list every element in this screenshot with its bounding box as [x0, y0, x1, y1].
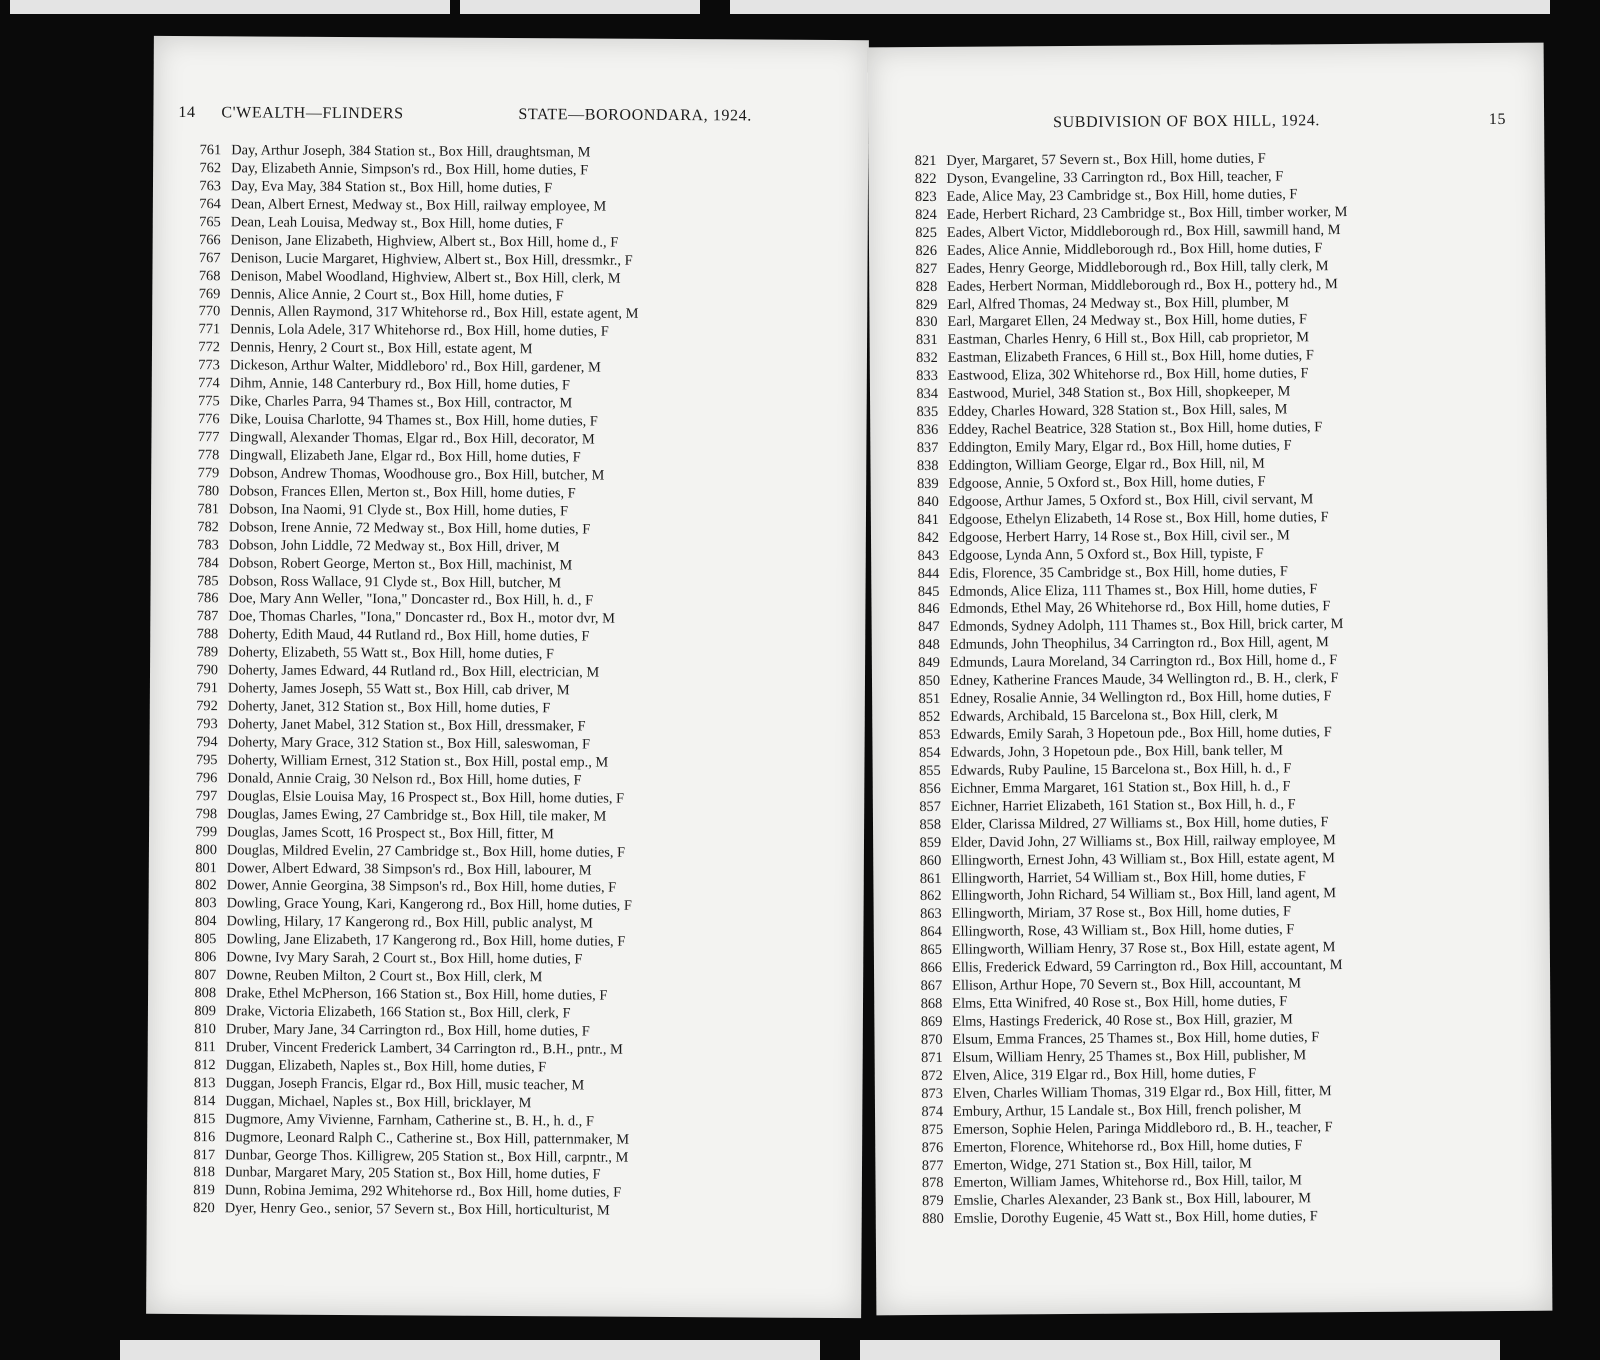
entry-number: 877	[921, 1157, 944, 1174]
entry-text: Dihm, Annie, 148 Canterbury rd., Box Hill, home duties, F	[229, 375, 570, 394]
entry-text: Doherty, Janet Mabel, 312 Station st., Box Hill, dressmaker, F	[227, 716, 586, 735]
entry-number: 798	[195, 805, 218, 822]
list-item	[890, 1207, 1544, 1230]
entry-number: 875	[921, 1121, 944, 1138]
entry-number: 794	[195, 734, 218, 751]
entry-text: Emerton, Widge, 271 Station st., Box Hill, tailor, M	[953, 1155, 1252, 1174]
entry-number: 880	[922, 1211, 944, 1228]
entry-number: 790	[196, 662, 219, 679]
entry-text: Dickeson, Arthur Walter, Middleboro' rd., Box Hill, gardener, M	[229, 357, 601, 376]
entry-text: Doe, Mary Ann Weller, "Iona," Doncaster rd., Box Hill, h. d., F	[228, 590, 594, 609]
entry-text: Dobson, John Liddle, 72 Medway st., Box Hill, driver, M	[228, 536, 560, 555]
entry-number: 805	[194, 931, 217, 948]
entry-text: Elms, Hastings Frederick, 40 Rose st., Box Hill, grazier, M	[952, 1011, 1293, 1030]
adjacent-frame-bottom-right	[860, 1340, 1500, 1360]
entry-number: 829	[915, 296, 938, 313]
entry-number: 823	[914, 188, 937, 205]
entry-text: Eichner, Emma Margaret, 161 Station st., Box Hill, h. d., F	[950, 778, 1291, 797]
entry-number: 766	[199, 231, 221, 248]
entry-text: Eichner, Harriet Elizabeth, 161 Station st., Box Hill, h. d., F	[950, 796, 1296, 815]
entry-number: 780	[197, 482, 220, 500]
entry-text: Elsum, Emma Frances, 25 Thames st., Box Hill, home duties, F	[952, 1029, 1320, 1048]
entry-number: 831	[915, 332, 938, 349]
entry-number: 817	[193, 1146, 216, 1163]
right-page-header	[888, 111, 1524, 139]
entry-text: Eades, Albert Victor, Middleborough rd., Box Hill, sawmill hand, M	[946, 221, 1341, 241]
entry-number: 851	[918, 691, 941, 708]
entry-text: Elder, Clarissa Mildred, 27 Williams st., Box Hill, home duties, F	[950, 813, 1329, 833]
entry-text: Downe, Ivy Mary Sarah, 2 Court st., Box Hill, home duties, F	[226, 949, 583, 968]
entry-text: Dunbar, Margaret Mary, 205 Station st., Box Hill, home duties, F	[224, 1164, 601, 1184]
entry-number: 865	[920, 942, 942, 959]
entry-number: 770	[198, 303, 221, 320]
entry-text: Ellingworth, Miriam, 37 Rose st., Box Hill, home duties, F	[951, 903, 1292, 923]
entry-text: Eddey, Charles Howard, 328 Station st., Box Hill, sales, M	[948, 401, 1288, 420]
entry-number: 847	[917, 619, 940, 636]
entry-number: 816	[193, 1128, 216, 1145]
entry-text: Douglas, James Scott, 16 Prospect st., Box Hill, fitter, M	[226, 823, 554, 842]
entry-text: Dennis, Henry, 2 Court st., Box Hill, estate agent, M	[229, 339, 533, 358]
entry-number: 824	[915, 206, 937, 223]
list-item	[161, 1200, 854, 1222]
entry-text: Doherty, James Edward, 44 Rutland rd., Box Hill, electrician, M	[227, 662, 600, 681]
entry-number: 789	[196, 644, 219, 661]
entry-number: 828	[915, 278, 938, 295]
entry-number: 792	[196, 698, 218, 715]
entry-text: Dobson, Robert George, Merton st., Box Hill, machinist, M	[228, 554, 573, 573]
entry-number: 868	[920, 995, 943, 1013]
entry-text: Ellison, Arthur Hope, 70 Severn st., Box Hill, accountant, M	[952, 975, 1302, 994]
entry-text: Douglas, James Ewing, 27 Cambridge st., Box Hill, tile maker, M	[227, 805, 607, 825]
header-left-title: C'WEALTH—FLINDERS	[221, 104, 404, 123]
entry-number: 826	[915, 242, 938, 259]
entry-number: 809	[194, 1003, 217, 1020]
entry-text: Dowling, Hilary, 17 Kangerong rd., Box Hill, public analyst, M	[226, 913, 593, 932]
adjacent-frame-top-middle	[460, 0, 700, 14]
entry-number: 853	[918, 726, 941, 744]
entry-text: Eastwood, Muriel, 348 Station st., Box Hill, shopkeeper, M	[947, 383, 1291, 403]
entry-text: Duggan, Michael, Naples st., Box Hill, bricklayer, M	[225, 1092, 532, 1111]
entry-text: Denison, Jane Elizabeth, Highview, Albert st., Box Hill, home d., F	[230, 231, 619, 251]
entry-number: 818	[193, 1164, 216, 1181]
header-right-title: SUBDIVISION OF BOX HILL, 1924.	[1053, 112, 1321, 132]
entry-number: 812	[193, 1056, 216, 1074]
entry-number: 867	[920, 978, 943, 995]
entry-number: 815	[193, 1110, 216, 1127]
entry-number: 854	[918, 744, 941, 761]
entry-number: 840	[917, 493, 939, 510]
entry-text: Doherty, Edith Maud, 44 Rutland rd., Box Hill, home duties, F	[228, 626, 590, 645]
entry-text: Ellingworth, Harriet, 54 William st., Box Hill, home duties, F	[951, 867, 1306, 887]
entry-text: Douglas, Elsie Louisa May, 16 Prospect st., Box Hill, home duties, F	[227, 788, 625, 807]
entry-text: Dennis, Lola Adele, 317 Whitehorse rd., Box Hill, home duties, F	[230, 321, 609, 340]
entry-text: Drake, Victoria Elizabeth, 166 Station st., Box Hill, clerk, F	[225, 1003, 571, 1022]
entry-number: 845	[917, 583, 940, 600]
entry-text: Dean, Leah Louisa, Medway st., Box Hill, home duties, F	[230, 214, 564, 233]
entry-text: Dyson, Evangeline, 33 Carrington rd., Box Hill, teacher, F	[946, 168, 1284, 187]
entry-number: 873	[921, 1085, 943, 1102]
entry-text: Druber, Mary Jane, 34 Carrington rd., Box Hill, home duties, F	[225, 1021, 590, 1040]
left-page	[146, 36, 869, 1318]
entry-text: Eastman, Charles Henry, 6 Hill st., Box Hill, cab proprietor, M	[947, 329, 1310, 349]
entry-number: 879	[921, 1193, 944, 1210]
entry-text: Dobson, Ross Wallace, 91 Clyde st., Box Hill, butcher, M	[228, 572, 562, 591]
entry-number: 848	[918, 637, 940, 654]
entry-text: Eastman, Elizabeth Frances, 6 Hill st., Box Hill, home duties, F	[947, 347, 1314, 367]
entry-number: 810	[194, 1021, 216, 1038]
entry-text: Emerson, Sophie Helen, Paringa Middleboro rd., B. H., teacher, F	[953, 1118, 1333, 1138]
entry-text: Dobson, Ina Naomi, 91 Clyde st., Box Hill, home duties, F	[228, 501, 569, 520]
entry-number: 776	[197, 411, 220, 428]
entry-number: 778	[197, 447, 220, 464]
entry-text: Eddington, Emily Mary, Elgar rd., Box Hill, home duties, F	[948, 437, 1292, 456]
entry-number: 767	[198, 249, 221, 266]
entry-text: Earl, Alfred Thomas, 24 Medway st., Box Hill, plumber, M	[947, 293, 1290, 313]
entry-number: 832	[916, 350, 938, 367]
entry-number: 862	[919, 888, 942, 905]
entry-number: 878	[921, 1175, 944, 1192]
entry-number: 797	[195, 787, 218, 804]
entry-number: 775	[198, 393, 220, 410]
entry-text: Doherty, James Joseph, 55 Watt st., Box Hill, cab driver, M	[227, 680, 570, 699]
page-number: 15	[1488, 110, 1507, 129]
entry-number: 861	[919, 870, 942, 887]
entry-text: Dennis, Alice Annie, 2 Court st., Box Hill, home duties, F	[230, 285, 564, 304]
entry-number: 827	[915, 260, 938, 277]
entry-text: Eade, Alice May, 23 Cambridge st., Box Hill, home duties, F	[946, 186, 1298, 205]
entry-text: Embury, Arthur, 15 Landale st., Box Hill, french polisher, M	[952, 1101, 1302, 1120]
entry-text: Ellingworth, Ernest John, 43 William st., Box Hill, estate agent, M	[951, 849, 1335, 869]
entry-text: Dower, Annie Georgina, 38 Simpson's rd., Box Hill, home duties, F	[226, 877, 617, 897]
entry-number: 834	[916, 386, 939, 403]
entry-text: Donald, Annie Craig, 30 Nelson rd., Box Hill, home duties, F	[227, 770, 582, 789]
entry-text: Edney, Katherine Frances Maude, 34 Wellington rd., B. H., clerk, F	[949, 670, 1339, 690]
entry-number: 779	[197, 464, 220, 482]
entry-text: Emslie, Charles Alexander, 23 Bank st., Box Hill, labourer, M	[953, 1190, 1312, 1210]
entry-number: 783	[197, 536, 219, 553]
entry-text: Dike, Louisa Charlotte, 94 Thames st., Box Hill, home duties, F	[229, 411, 598, 430]
entry-text: Emerton, William James, Whitehorse rd., Box Hill, tailor, M	[953, 1172, 1302, 1192]
entry-text: Ellingworth, William Henry, 37 Rose st., Box Hill, estate agent, M	[951, 939, 1336, 959]
entry-number: 785	[196, 572, 219, 589]
entry-text: Dobson, Andrew Thomas, Woodhouse gro., Box Hill, butcher, M	[229, 465, 605, 484]
entry-text: Emerton, Florence, Whitehorse rd., Box Hill, home duties, F	[953, 1136, 1303, 1156]
entry-text: Doherty, William Ernest, 312 Station st., Box Hill, postal emp., M	[227, 752, 609, 771]
entry-number: 872	[921, 1067, 943, 1084]
entry-text: Dobson, Irene Annie, 72 Medway st., Box Hill, home duties, F	[228, 518, 591, 538]
entry-number: 788	[196, 626, 219, 643]
entry-text: Edgoose, Annie, 5 Oxford st., Box Hill, home duties, F	[948, 473, 1266, 492]
adjacent-frame-top-right	[730, 0, 1550, 14]
entry-text: Dowling, Jane Elizabeth, 17 Kangerong rd., Box Hill, home duties, F	[226, 931, 626, 950]
entry-number: 821	[914, 152, 937, 170]
entry-text: Dingwall, Elizabeth Jane, Elgar rd., Box Hill, home duties, F	[229, 447, 581, 466]
entry-text: Duggan, Elizabeth, Naples st., Box Hill, home duties, F	[225, 1057, 547, 1076]
page-number: 14	[178, 103, 196, 122]
entry-text: Edwards, Archibald, 15 Barcelona st., Box Hill, clerk, M	[950, 706, 1279, 725]
entry-text: Elder, David John, 27 Williams st., Box Hill, railway employee, M	[951, 831, 1336, 851]
entry-text: Edwards, Emily Sarah, 3 Hopetoun pde., Box Hill, home duties, F	[950, 724, 1332, 743]
entry-number: 813	[193, 1074, 216, 1091]
entry-text: Drake, Ethel McPherson, 166 Station st., Box Hill, home duties, F	[226, 985, 608, 1004]
entry-number: 839	[916, 475, 939, 492]
entry-number: 869	[920, 1013, 943, 1031]
entry-number: 806	[194, 949, 217, 966]
entry-number: 856	[919, 780, 941, 797]
entry-number: 833	[916, 368, 938, 385]
entry-text: Day, Arthur Joseph, 384 Station st., Box Hill, draughtsman, M	[231, 142, 591, 161]
entry-text: Edney, Rosalie Annie, 34 Wellington rd., Box Hill, home duties, F	[950, 688, 1332, 707]
entry-text: Ellingworth, John Richard, 54 William st., Box Hill, land agent, M	[951, 885, 1337, 905]
entry-number: 784	[197, 554, 219, 571]
entry-text: Dean, Albert Ernest, Medway st., Box Hill, railway employee, M	[230, 196, 607, 215]
entry-number: 808	[194, 985, 217, 1002]
entry-text: Edgoose, Lynda Ann, 5 Oxford st., Box Hill, typiste, F	[949, 545, 1264, 564]
entry-text: Earl, Margaret Ellen, 24 Medway st., Box Hill, home duties, F	[947, 311, 1308, 331]
entry-number: 871	[920, 1049, 943, 1066]
entry-text: Elsum, William Henry, 25 Thames st., Box Hill, publisher, M	[952, 1047, 1307, 1066]
entry-number: 860	[919, 852, 942, 869]
entry-text: Edis, Florence, 35 Cambridge st., Box Hill, home duties, F	[949, 563, 1288, 582]
entry-number: 803	[194, 895, 217, 912]
entry-text: Edgoose, Arthur James, 5 Oxford st., Box Hill, civil servant, M	[948, 491, 1314, 510]
entry-text: Doherty, Mary Grace, 312 Station st., Box Hill, saleswoman, F	[227, 734, 591, 753]
entry-number: 802	[195, 877, 217, 894]
entry-number: 843	[917, 547, 940, 564]
entry-text: Edgoose, Ethelyn Elizabeth, 14 Rose st., Box Hill, home duties, F	[948, 508, 1329, 528]
entry-number: 782	[197, 518, 219, 535]
entry-number: 761	[199, 142, 222, 159]
entry-number: 781	[197, 500, 220, 517]
entry-number: 859	[919, 834, 942, 851]
entry-number: 771	[198, 321, 221, 338]
entry-text: Denison, Mabel Woodland, Highview, Albert st., Box Hill, clerk, M	[230, 267, 621, 287]
entry-text: Dugmore, Leonard Ralph C., Catherine st., Box Hill, patternmaker, M	[225, 1128, 630, 1148]
entry-text: Eastwood, Eliza, 302 Whitehorse rd., Box Hill, home duties, F	[947, 365, 1309, 385]
entry-number: 830	[915, 314, 938, 331]
entry-number: 849	[918, 655, 940, 672]
entry-number: 837	[916, 439, 939, 457]
entry-number: 799	[195, 823, 218, 840]
entry-number: 864	[920, 924, 942, 941]
entry-number: 846	[917, 601, 940, 618]
entry-text: Doherty, Janet, 312 Station st., Box Hill, home duties, F	[227, 698, 551, 717]
entry-number: 787	[196, 608, 219, 625]
entry-number: 819	[193, 1182, 215, 1199]
entry-number: 763	[199, 177, 222, 195]
entry-number: 768	[198, 267, 221, 284]
entry-text: Emslie, Dorothy Eugenie, 45 Watt st., Box Hill, home duties, F	[953, 1208, 1318, 1228]
entry-text: Elven, Charles William Thomas, 319 Elgar rd., Box Hill, fitter, M	[952, 1082, 1332, 1102]
entry-number: 801	[195, 859, 217, 876]
entry-number: 793	[196, 716, 218, 733]
entry-text: Dike, Charles Parra, 94 Thames st., Box Hill, contractor, M	[229, 393, 573, 412]
entry-text: Douglas, Mildred Evelin, 27 Cambridge st., Box Hill, home duties, F	[226, 841, 626, 861]
entry-text: Edmonds, Alice Eliza, 111 Thames st., Box Hill, home duties, F	[949, 580, 1318, 600]
entry-number: 786	[196, 590, 219, 607]
entry-number: 822	[914, 170, 937, 187]
entry-text: Dobson, Frances Ellen, Merton st., Box Hill, home duties, F	[229, 483, 576, 502]
entry-text: Downe, Reuben Milton, 2 Court st., Box Hill, clerk, M	[226, 967, 543, 986]
entry-text: Duggan, Joseph Francis, Elgar rd., Box Hill, music teacher, M	[225, 1075, 585, 1094]
entry-number: 838	[916, 457, 939, 474]
entry-text: Eades, Herbert Norman, Middleborough rd., Box H., pottery hd., M	[947, 275, 1338, 295]
entry-number: 870	[920, 1031, 943, 1048]
entry-text: Elms, Etta Winifred, 40 Rose st., Box Hill, home duties, F	[952, 993, 1288, 1012]
entry-text: Druber, Vincent Frederick Lambert, 34 Carrington rd., B.H., pntr., M	[225, 1039, 623, 1058]
entry-text: Dower, Albert Edward, 38 Simpson's rd., Box Hill, labourer, M	[226, 859, 592, 879]
left-entry-list	[161, 142, 861, 1222]
entry-number: 858	[919, 816, 942, 833]
entry-text: Dugmore, Amy Vivienne, Farnham, Catherine st., B. H., h. d., F	[225, 1110, 594, 1130]
entry-number: 852	[918, 708, 941, 726]
entry-text: Eddington, William George, Elgar rd., Box Hill, nil, M	[948, 455, 1265, 474]
entry-text: Edmunds, Laura Moreland, 34 Carrington rd., Box Hill, home d., F	[949, 652, 1338, 672]
entry-number: 836	[916, 421, 939, 439]
entry-number: 842	[917, 529, 940, 546]
entry-number: 857	[919, 798, 941, 815]
header-right-title: STATE—BOROONDARA, 1924.	[518, 106, 752, 125]
entry-text: Elven, Alice, 319 Elgar rd., Box Hill, home duties, F	[952, 1065, 1257, 1084]
right-page	[868, 43, 1553, 1316]
entry-number: 774	[198, 375, 220, 392]
entry-text: Edwards, Ruby Pauline, 15 Barcelona st., Box Hill, h. d., F	[950, 760, 1292, 779]
entry-number: 866	[920, 960, 943, 977]
entry-number: 765	[199, 213, 221, 230]
entry-number: 773	[198, 357, 220, 374]
entry-text: Edmonds, Ethel May, 26 Whitehorse rd., Box Hill, home duties, F	[949, 598, 1331, 618]
entry-number: 800	[195, 841, 217, 858]
entry-text: Edmunds, John Theophilus, 34 Carrington rd., Box Hill, agent, M	[949, 634, 1329, 654]
entry-text: Doherty, Elizabeth, 55 Watt st., Box Hill, home duties, F	[228, 644, 554, 663]
entry-number: 795	[195, 751, 218, 769]
adjacent-frame-top-left	[10, 0, 450, 14]
entry-text: Ellingworth, Rose, 43 William st., Box Hill, home duties, F	[951, 921, 1295, 941]
entry-text: Dunbar, George Thos. Killigrew, 205 Station st., Box Hill, carpntr., M	[225, 1146, 629, 1166]
entry-text: Doe, Thomas Charles, "Iona," Doncaster rd., Box H., motor dvr, M	[228, 608, 615, 628]
adjacent-frame-bottom-left	[120, 1340, 820, 1360]
entry-number: 835	[916, 404, 939, 421]
entry-text: Eade, Herbert Richard, 23 Cambridge st., Box Hill, timber worker, M	[946, 203, 1348, 223]
entry-text: Dyer, Margaret, 57 Severn st., Box Hill, home duties, F	[946, 150, 1266, 169]
entry-text: Edgoose, Herbert Harry, 14 Rose st., Box Hill, civil ser., M	[948, 527, 1290, 546]
entry-number: 876	[921, 1139, 944, 1156]
entry-number: 807	[194, 967, 217, 984]
entry-text: Denison, Lucie Margaret, Highview, Albert st., Box Hill, dressmkr., F	[230, 249, 633, 269]
entry-number: 874	[921, 1103, 944, 1120]
entry-number: 863	[919, 906, 942, 923]
entry-text: Dennis, Allen Raymond, 317 Whitehorse rd., Box Hill, estate agent, M	[230, 303, 639, 323]
entry-text: Eades, Henry George, Middleborough rd., Box Hill, tally clerk, M	[947, 257, 1329, 277]
entry-text: Edmonds, Sydney Adolph, 111 Thames st., Box Hill, brick carter, M	[949, 616, 1344, 636]
entry-number: 791	[196, 680, 218, 697]
entry-text: Dyer, Henry Geo., senior, 57 Severn st., Box Hill, horticulturist, M	[224, 1200, 610, 1219]
entry-number: 769	[198, 285, 221, 302]
entry-text: Eades, Alice Annie, Middleborough rd., Box Hill, home duties, F	[946, 239, 1323, 259]
entry-text: Dingwall, Alexander Thomas, Elgar rd., Box Hill, decorator, M	[229, 429, 595, 448]
entry-text: Dowling, Grace Young, Kari, Kangerong rd., Box Hill, home duties, F	[226, 895, 632, 915]
entry-number: 825	[915, 224, 937, 241]
entry-text: Edwards, John, 3 Hopetoun pde., Box Hill, bank teller, M	[950, 742, 1283, 761]
entry-text: Ellis, Frederick Edward, 59 Carrington rd., Box Hill, accountant, M	[951, 957, 1343, 976]
entry-number: 811	[194, 1038, 216, 1056]
entry-number: 841	[917, 511, 939, 528]
entry-text: Eddey, Rachel Beatrice, 328 Station st., Box Hill, home duties, F	[948, 419, 1323, 438]
entry-number: 762	[199, 160, 222, 177]
left-page-header	[173, 104, 848, 132]
entry-number: 850	[918, 673, 941, 690]
entry-text: Day, Elizabeth Annie, Simpson's rd., Box Hill, home duties, F	[231, 160, 589, 179]
entry-number: 814	[193, 1092, 216, 1109]
entry-number: 772	[198, 339, 221, 356]
entry-text: Day, Eva May, 384 Station st., Box Hill, home duties, F	[230, 178, 553, 197]
entry-number: 777	[197, 429, 220, 446]
right-entry-list	[882, 149, 1543, 1230]
entry-number: 764	[199, 195, 221, 213]
entry-number: 820	[193, 1200, 215, 1217]
entry-text: Dunn, Robina Jemima, 292 Whitehorse rd., Box Hill, home duties, F	[224, 1182, 622, 1202]
entry-number: 796	[195, 769, 218, 787]
entry-number: 804	[194, 913, 217, 930]
entry-number: 844	[917, 565, 940, 582]
entry-number: 855	[918, 762, 941, 779]
